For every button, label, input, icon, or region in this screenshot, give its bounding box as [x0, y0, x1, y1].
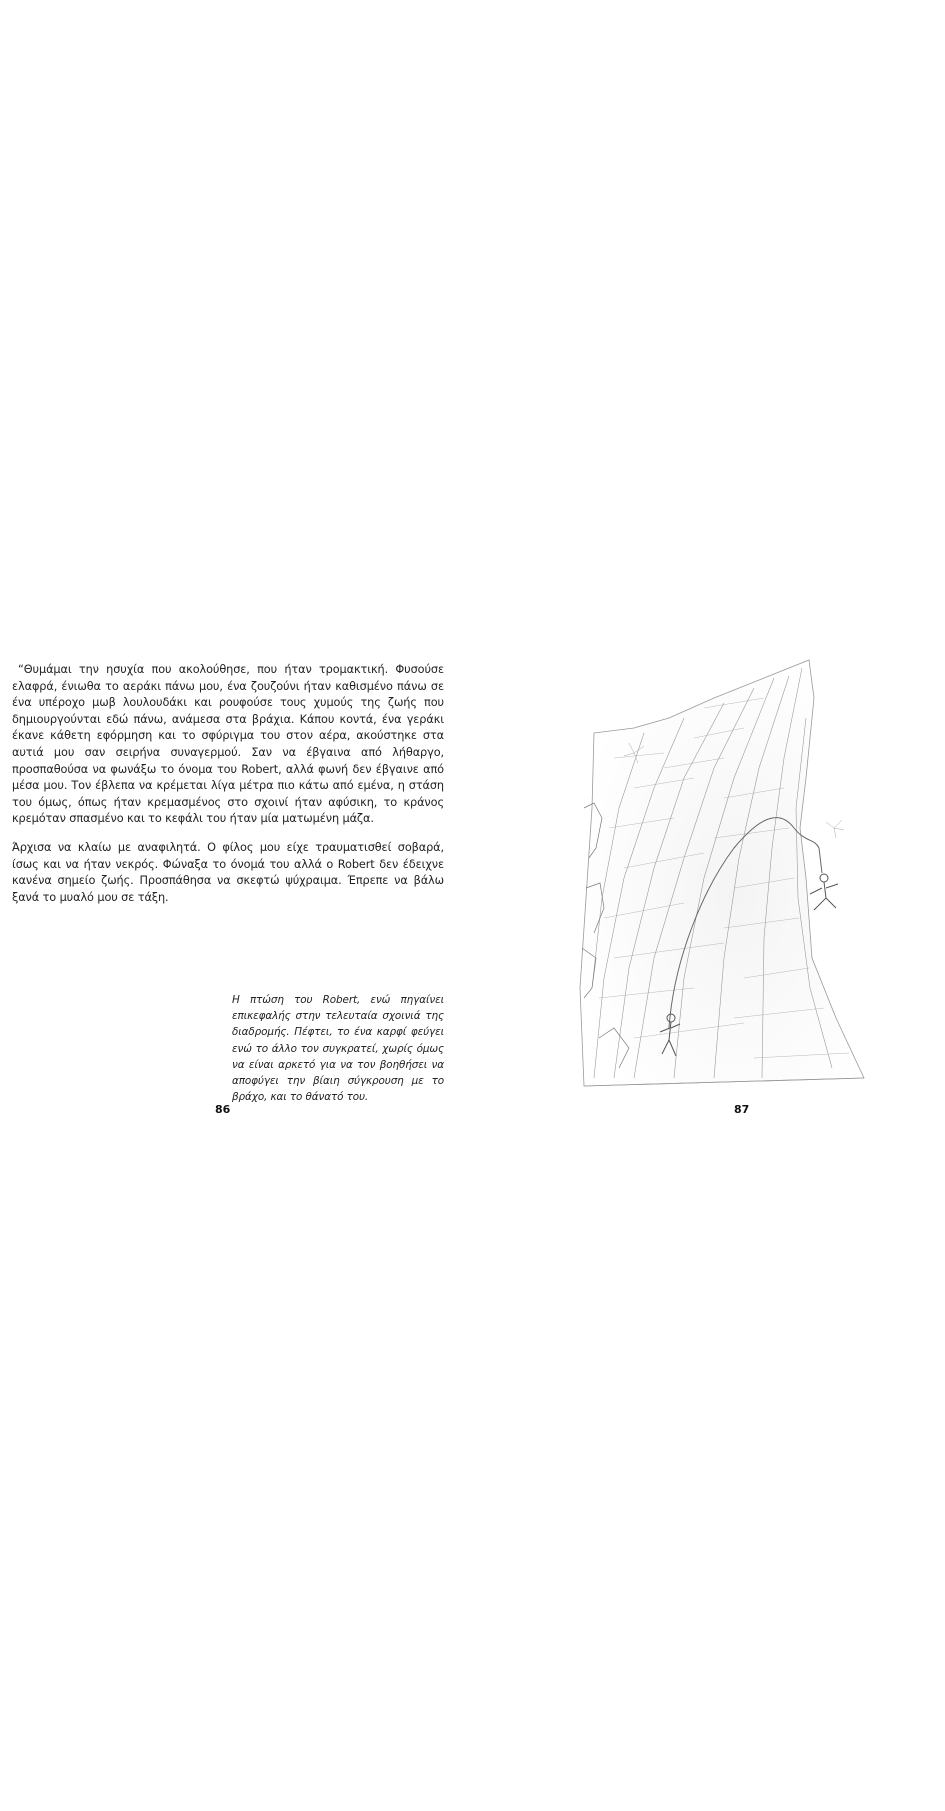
hanging-climber: [810, 874, 838, 910]
paragraph-1: “Θυμάμαι την ησυχία που ακολούθησε, που ήταν τρομακτική. Φυσούσε ελαφρά, ένιωθα το αεράκι πάνω μου, ένα ζουζούνι ήταν καθισμένο πάνω σε ένα υπέροχο μωβ λουλουδάκι και ρουφούσε τους χυμούς της ζωής που δημιουργούνται εδώ πάνω, ανάμεσα στα βράχια. Κάπου κοντά, ένα γεράκι έκανε κάθετη εφόρμηση και το σφύριγμα του στον αέρα, ακούστηκε στα αυτιά μου σαν σειρήνα συναγερμού. Σαν να έβγαινα από λήθαργο, προσπαθούσα να φωνάξω το όνομα του Robert, αλλά φωνή δεν έβγαινε από μέσα μου. Τον έβλεπα να κρέμεται λίγα μέτρα πιο κάτω από εμένα, η στάση του όμως, όπως ήταν κρεμασμένος στο σχοινί ήταν αφύσικη, το κράνος κρεμόταν σπασμένο και το κεφάλι του ήταν μία ματωμένη μάζα.: [12, 663, 444, 826]
climbing-illustration: [574, 658, 874, 1090]
page-number-right: 87: [734, 1103, 750, 1116]
page-number-left: 86: [215, 1103, 231, 1116]
rock-face-sketch: [574, 658, 874, 1090]
illustration-caption: Η πτώση του Robert, ενώ πηγαίνει επικεφαλής στην τελευταία σχοινιά της διαδρομής. Πέφτει, το ένα καρφί φεύγει ενώ το άλλο τον συγκρατεί, χωρίς όμως να είναι αρκετό για να τον βοηθήσει να αποφύγει την βίαιη σύγκρουση με το βράχο, και το θάνατό του.: [232, 994, 444, 1104]
left-page-text: [12, 662, 444, 918]
paragraph-2: Άρχισα να κλαίω με αναφιλητά. Ο φίλος μου είχε τραυματισθεί σοβαρά, ίσως και να ήταν νεκρός. Φώναξα το όνομά του αλλά ο Robert δεν έδειχνε κανένα σημείο ζωής. Προσπάθησα να σκεφτώ ψύχραιμα. Έπρεπε να βάλω ξανά το μυαλό μου σε τάξη.: [12, 840, 444, 904]
